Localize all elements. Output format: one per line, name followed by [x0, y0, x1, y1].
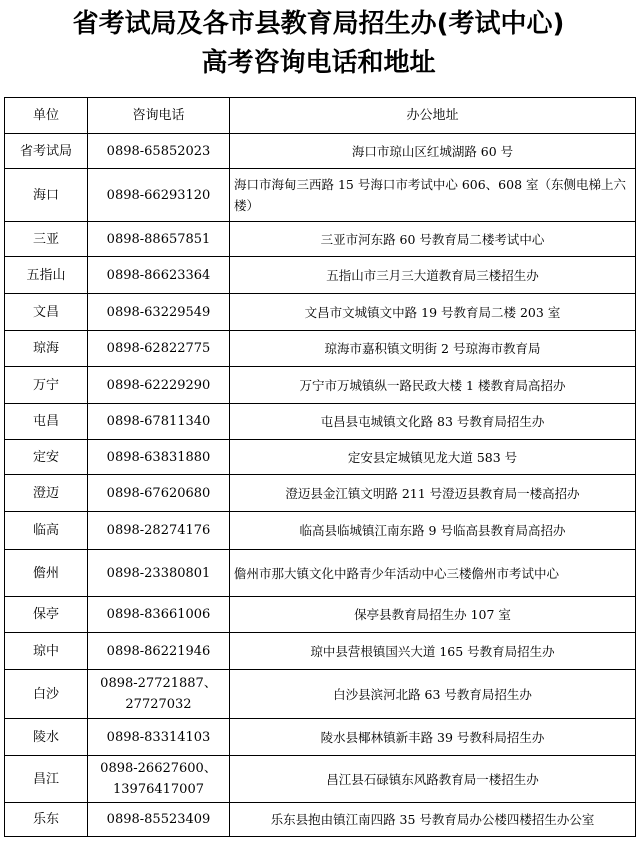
phone-cell: 0898-85523409 — [88, 803, 230, 837]
table-row — [5, 440, 636, 475]
unit-cell: 三亚 — [5, 222, 88, 257]
unit-cell: 定安 — [5, 440, 88, 475]
phone-cell: 0898-65852023 — [88, 134, 230, 169]
address-cell: 屯昌县屯城镇文化路 83 号教育局招生办 — [230, 404, 636, 440]
phone-cell: 0898-67620680 — [88, 475, 230, 512]
table-row — [5, 257, 636, 294]
address-cell: 琼中县营根镇国兴大道 165 号教育局招生办 — [230, 633, 636, 670]
table-row — [5, 512, 636, 550]
table-row — [5, 803, 636, 837]
address-cell: 乐东县抱由镇江南四路 35 号教育局办公楼四楼招生办公室 — [230, 803, 636, 837]
address-cell: 陵水县椰林镇新丰路 39 号教科局招生办 — [230, 719, 636, 756]
table-row — [5, 550, 636, 597]
address-cell: 昌江县石碌镇东风路教育局一楼招生办 — [230, 756, 636, 803]
unit-cell: 海口 — [5, 169, 88, 222]
address-cell: 五指山市三月三大道教育局三楼招生办 — [230, 257, 636, 294]
unit-cell: 昌江 — [5, 756, 88, 803]
phone-cell: 0898-62229290 — [88, 367, 230, 404]
phone-cell: 0898-23380801 — [88, 550, 230, 597]
phone-cell: 0898-83661006 — [88, 597, 230, 633]
address-cell: 海口市海甸三西路 15 号海口市考试中心 606、608 室（东侧电梯上六楼） — [230, 169, 636, 222]
table-row — [5, 169, 636, 222]
unit-cell: 临高 — [5, 512, 88, 550]
unit-cell: 澄迈 — [5, 475, 88, 512]
address-cell: 定安县定城镇见龙大道 583 号 — [230, 440, 636, 475]
phone-cell: 0898-67811340 — [88, 404, 230, 440]
unit-cell: 琼海 — [5, 331, 88, 367]
unit-cell: 五指山 — [5, 257, 88, 294]
table-row — [5, 367, 636, 404]
phone-cell: 0898-26627600、13976417007 — [88, 756, 230, 803]
address-cell: 儋州市那大镇文化中路青少年活动中心三楼儋州市考试中心 — [230, 550, 636, 597]
contact-table — [4, 97, 636, 837]
unit-cell: 陵水 — [5, 719, 88, 756]
table-row — [5, 719, 636, 756]
unit-cell: 万宁 — [5, 367, 88, 404]
phone-cell: 0898-62822775 — [88, 331, 230, 367]
address-cell: 临高县临城镇江南东路 9 号临高县教育局高招办 — [230, 512, 636, 550]
phone-cell: 0898-88657851 — [88, 222, 230, 257]
unit-cell: 省考试局 — [5, 134, 88, 169]
title-line-2: 高考咨询电话和地址 — [201, 48, 436, 78]
address-cell: 万宁市万城镇纵一路民政大楼 1 楼教育局高招办 — [230, 367, 636, 404]
phone-cell: 0898-83314103 — [88, 719, 230, 756]
address-cell: 白沙县滨河北路 63 号教育局招生办 — [230, 670, 636, 719]
table-row — [5, 331, 636, 367]
header-unit: 单位 — [5, 98, 88, 134]
table-row — [5, 597, 636, 633]
header-phone: 咨询电话 — [88, 98, 230, 134]
table-row — [5, 670, 636, 719]
table-row — [5, 134, 636, 169]
unit-cell: 屯昌 — [5, 404, 88, 440]
phone-cell: 0898-86623364 — [88, 257, 230, 294]
unit-cell: 白沙 — [5, 670, 88, 719]
phone-cell: 0898-63831880 — [88, 440, 230, 475]
phone-cell: 0898-66293120 — [88, 169, 230, 222]
table-header-row — [5, 98, 636, 134]
unit-cell: 琼中 — [5, 633, 88, 670]
table-row — [5, 633, 636, 670]
title-line-1: 省考试局及各市县教育局招生办(考试中心) — [72, 9, 565, 39]
address-cell: 文昌市文城镇文中路 19 号教育局二楼 203 室 — [230, 294, 636, 331]
phone-cell: 0898-27721887、27727032 — [88, 670, 230, 719]
unit-cell: 保亭 — [5, 597, 88, 633]
unit-cell: 文昌 — [5, 294, 88, 331]
header-address: 办公地址 — [230, 98, 636, 134]
table-row — [5, 222, 636, 257]
address-cell: 琼海市嘉积镇文明街 2 号琼海市教育局 — [230, 331, 636, 367]
table-row — [5, 404, 636, 440]
address-cell: 海口市琼山区红城湖路 60 号 — [230, 134, 636, 169]
phone-cell: 0898-63229549 — [88, 294, 230, 331]
phone-cell: 0898-28274176 — [88, 512, 230, 550]
phone-cell: 0898-86221946 — [88, 633, 230, 670]
table-row — [5, 294, 636, 331]
unit-cell: 儋州 — [5, 550, 88, 597]
table-row — [5, 475, 636, 512]
table-row — [5, 756, 636, 803]
address-cell: 三亚市河东路 60 号教育局二楼考试中心 — [230, 222, 636, 257]
address-cell: 澄迈县金江镇文明路 211 号澄迈县教育局一楼高招办 — [230, 475, 636, 512]
unit-cell: 乐东 — [5, 803, 88, 837]
address-cell: 保亭县教育局招生办 107 室 — [230, 597, 636, 633]
